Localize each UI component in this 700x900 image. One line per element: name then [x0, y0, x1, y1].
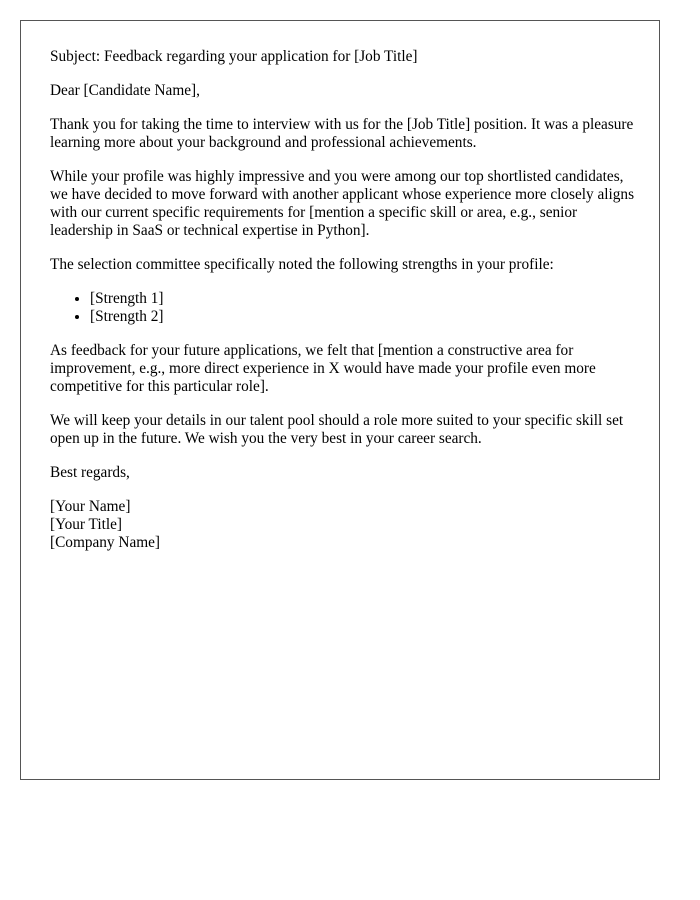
letter-body: [50, 48, 635, 568]
letter-greeting: Dear [Candidate Name],: [50, 82, 200, 99]
letter-frame: [20, 20, 660, 780]
strength-item: • [Strength 1]: [90, 290, 635, 308]
strengths-list: [50, 290, 635, 326]
signature-title: [Your Title]: [50, 516, 122, 533]
strength-item: • [Strength 2]: [90, 308, 635, 326]
letter-paragraph-decision: While your profile was highly impressive and you were among our top shortlisted candidates, we have decided to move forward with another applicant whose experience more closely aligns with our current specific requirements for [mention a specific skill or area, e.g., senior leadership in SaaS or technical expertise in Python].: [50, 168, 635, 239]
letter-paragraph-talent-pool: We will keep your details in our talent pool should a role more suited to your specific skill set open up in the future. We wish you the very best in your career search.: [50, 412, 624, 447]
letter-paragraph-strengths-intro: The selection committee specifically noted the following strengths in your profile:: [50, 256, 554, 273]
signature-name: [Your Name]: [50, 498, 131, 515]
letter-paragraph-intro: Thank you for taking the time to interview with us for the [Job Title] position. It was a pleasure learning more about your background and professional achievements.: [50, 116, 634, 151]
signature-company: [Company Name]: [50, 534, 161, 551]
letter-closing: Best regards,: [50, 464, 130, 481]
letter-subject: Subject: Feedback regarding your application for [Job Title]: [50, 48, 418, 65]
letter-paragraph-feedback: As feedback for your future applications, we felt that [mention a constructive area for improvement, e.g., more direct experience in X would have made your profile even more competitive for this particular role].: [50, 342, 596, 395]
signature-block: [50, 498, 635, 552]
